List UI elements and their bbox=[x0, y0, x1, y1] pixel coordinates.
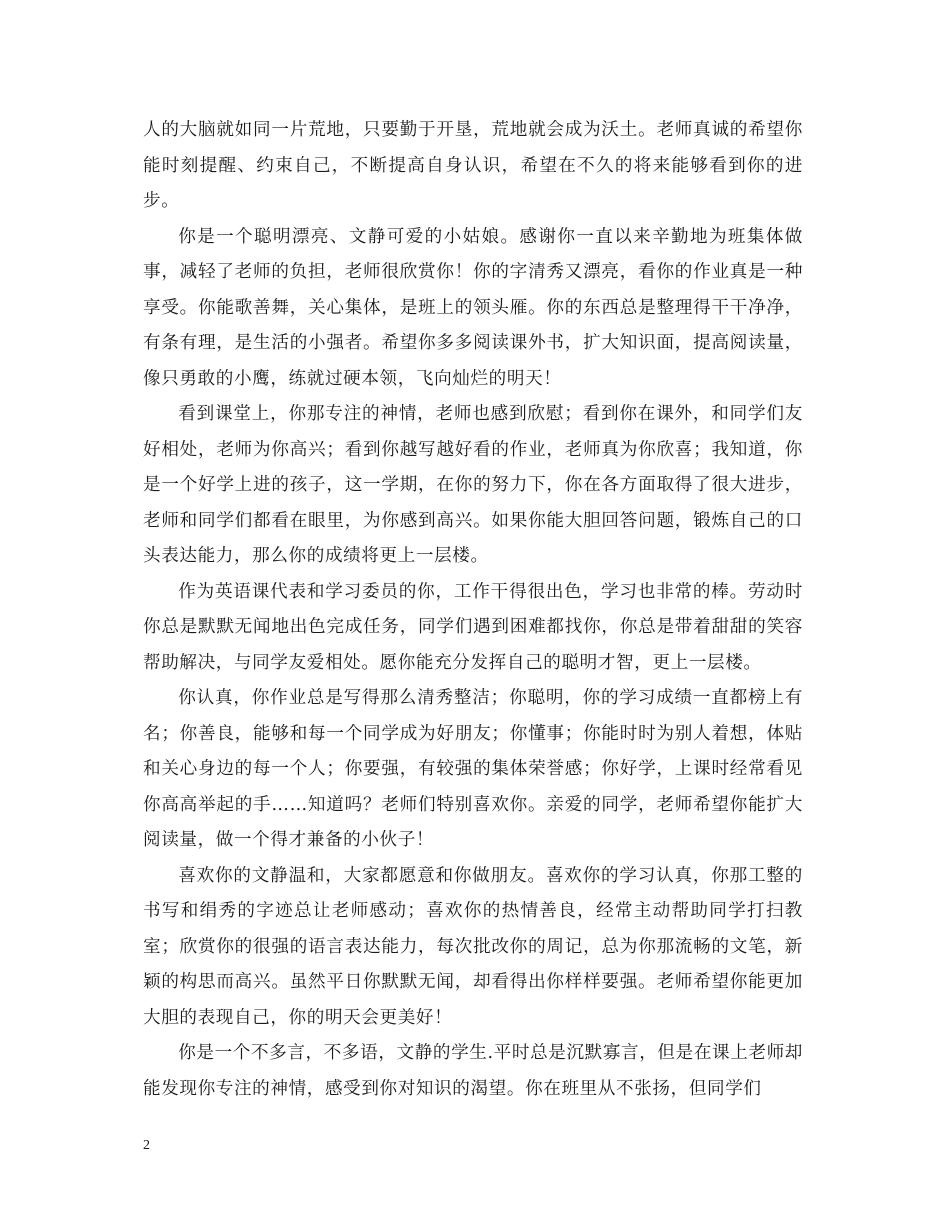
paragraph-7: 你是一个不多言，不多语，文静的学生.平时总是沉默寡言，但是在课上老师却能发现你专注的神情，感受到你对知识的渴望。你在班里从不张扬，但同学们 bbox=[143, 1043, 803, 1099]
paragraph-6: 喜欢你的文静温和，大家都愿意和你做朋友。喜欢你的学习认真，你那工整的书写和绢秀的字迹总让老师感动；喜欢你的热情善良，经常主动帮助同学打扫教室；欣赏你的很强的语言表达能力，每次批改你的周记，总为你那流畅的文笔，新颖的构思而高兴。虽然平日你默默无闻，却看得出你样样要强。老师希望你能更加大胆的表现自己，你的明天会更美好！ bbox=[143, 865, 803, 1028]
page-number: 2 bbox=[143, 1138, 150, 1153]
paragraph-5: 你认真，你作业总是写得那么清秀整洁；你聪明，你的学习成绩一直都榜上有名；你善良，能够和每一个同学成为好朋友；你懂事；你能时时为别人着想，体贴和关心身边的每一个人；你要强，有较强的集体荣誉感；你好学，上课时经常看见你高高举起的手……知道吗？老师们特别喜欢你。亲爱的同学，老师希望你能扩大阅读量，做一个得才兼备的小伙子！ bbox=[143, 688, 803, 850]
paragraph-4: 作为英语课代表和学习委员的你，工作干得很出色，学习也非常的棒。劳动时你总是默默无闻地出色完成任务，同学们遇到困难都找你，你总是带着甜甜的笑容帮助解决，与同学友爱相处。愿你能充分发挥自己的聪明才智，更上一层楼。 bbox=[143, 581, 803, 673]
paragraph-3: 看到课堂上，你那专注的神情，老师也感到欣慰；看到你在课外，和同学们友好相处，老师为你高兴；看到你越写越好看的作业，老师真为你欣喜；我知道，你是一个好学上进的孩子，这一学期，在你的努力下，你在各方面取得了很大进步，老师和同学们都看在眼里，为你感到高兴。如果你能大胆回答问题，锻炼自己的口头表达能力，那么你的成绩将更上一层楼。 bbox=[143, 404, 803, 566]
paragraph-2: 你是一个聪明漂亮、文静可爱的小姑娘。感谢你一直以来辛勤地为班集体做事，减轻了老师的负担，老师很欣赏你！你的字清秀又漂亮，看你的作业真是一种享受。你能歌善舞，关心集体，是班上的领头雁。你的东西总是整理得干干净净，有条有理，是生活的小强者。希望你多多阅读课外书，扩大知识面，提高阅读量，像只勇敢的小鹰，练就过硬本领，飞向灿烂的明天！ bbox=[143, 226, 803, 389]
paragraph-1: 人的大脑就如同一片荒地，只要勤于开垦，荒地就会成为沃土。老师真诚的希望你能时刻提醒、约束自己，不断提高自身认识，希望在不久的将来能够看到你的进步。 bbox=[143, 120, 803, 211]
document-body bbox=[143, 113, 803, 1107]
